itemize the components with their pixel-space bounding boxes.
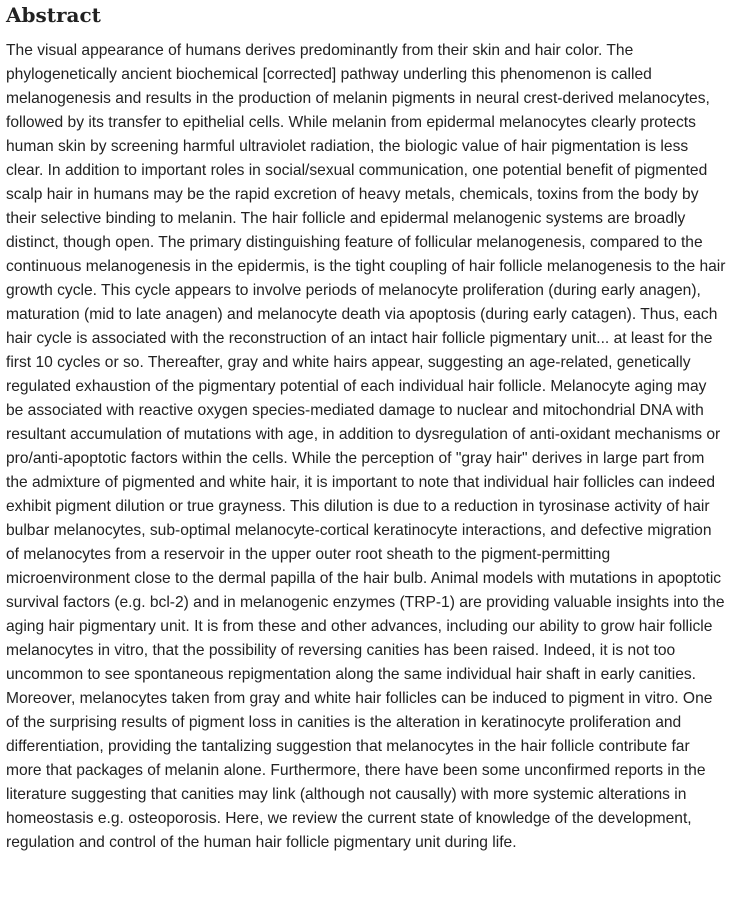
section-heading: Abstract	[6, 3, 101, 27]
abstract-paragraph: The visual appearance of humans derives predominantly from their skin and hair color. The phylogenetically ancient biochemical [corrected] pathway underling this phenomenon is called melanogenesis and results in the production of melanin pigments in neural crest-derived melanocytes, followed by its transfer to epithelial cells. While melanin from epidermal melanocytes clearly protects human skin by screening harmful ultraviolet radiation, the biologic value of hair pigmentation is less clear. In addition to important roles in social/sexual communication, one potential benefit of pigmented scalp hair in humans may be the rapid excretion of heavy metals, chemicals, toxins from the body by their selective binding to melanin. The hair follicle and epidermal melanogenic systems are broadly distinct, though open. The primary distinguishing feature of follicular melanogenesis, compared to the continuous melanogenesis in the epidermis, is the tight coupling of hair follicle melanogenesis to the hair growth cycle. This cycle appears to involve periods of melanocyte proliferation (during early anagen), maturation (mid to late anagen) and melanocyte death via apoptosis (during early catagen). Thus, each hair cycle is associated with the reconstruction of an intact hair follicle pigmentary unit... at least for the first 10 cycles or so. Thereafter, gray and white hairs appear, suggesting an age-related, genetically regulated exhaustion of the pigmentary potential of each individual hair follicle. Melanocyte aging may be associated with reactive oxygen species-mediated damage to nuclear and mitochondrial DNA with resultant accumulation of mutations with age, in addition to dysregulation of anti-oxidant mechanisms or pro/anti-apoptotic factors within the cells. While the perception of "gray hair" derives in large part from the admixture of pigmented and white hair, it is important to note that individual hair follicles can indeed exhibit pigment dilution or true grayness. This dilution is due to a reduction in tyrosinase activity of hair bulbar melanocytes, sub-optimal melanocyte-cortical keratinocyte interactions, and defective migration of melanocytes from a reservoir in the upper outer root sheath to the pigment-permitting microenvironment close to the dermal papilla of the hair bulb. Animal models with mutations in apoptotic survival factors (e.g. bcl-2) and in melanogenic enzymes (TRP-1) are providing valuable insights into the aging hair pigmentary unit. It is from these and other advances, including our ability to grow hair follicle melanocytes in vitro, that the possibility of reversing canities has been raised. Indeed, it is not too uncommon to see spontaneous repigmentation along the same individual hair shaft in early canities. Moreover, melanocytes taken from gray and white hair follicles can be induced to pigment in vitro. One of the surprising results of pigment loss in canities is the alteration in keratinocyte proliferation and differentiation, providing the tantalizing suggestion that melanocytes in the hair follicle contribute far more that packages of melanin alone. Furthermore, there have been some unconfirmed reports in the literature suggesting that canities may link (although not causally) with more systemic alterations in homeostasis e.g. osteoporosis. Here, we review the current state of knowledge of the development, regulation and control of the human hair follicle pigmentary unit during life.	[6, 42, 726, 851]
